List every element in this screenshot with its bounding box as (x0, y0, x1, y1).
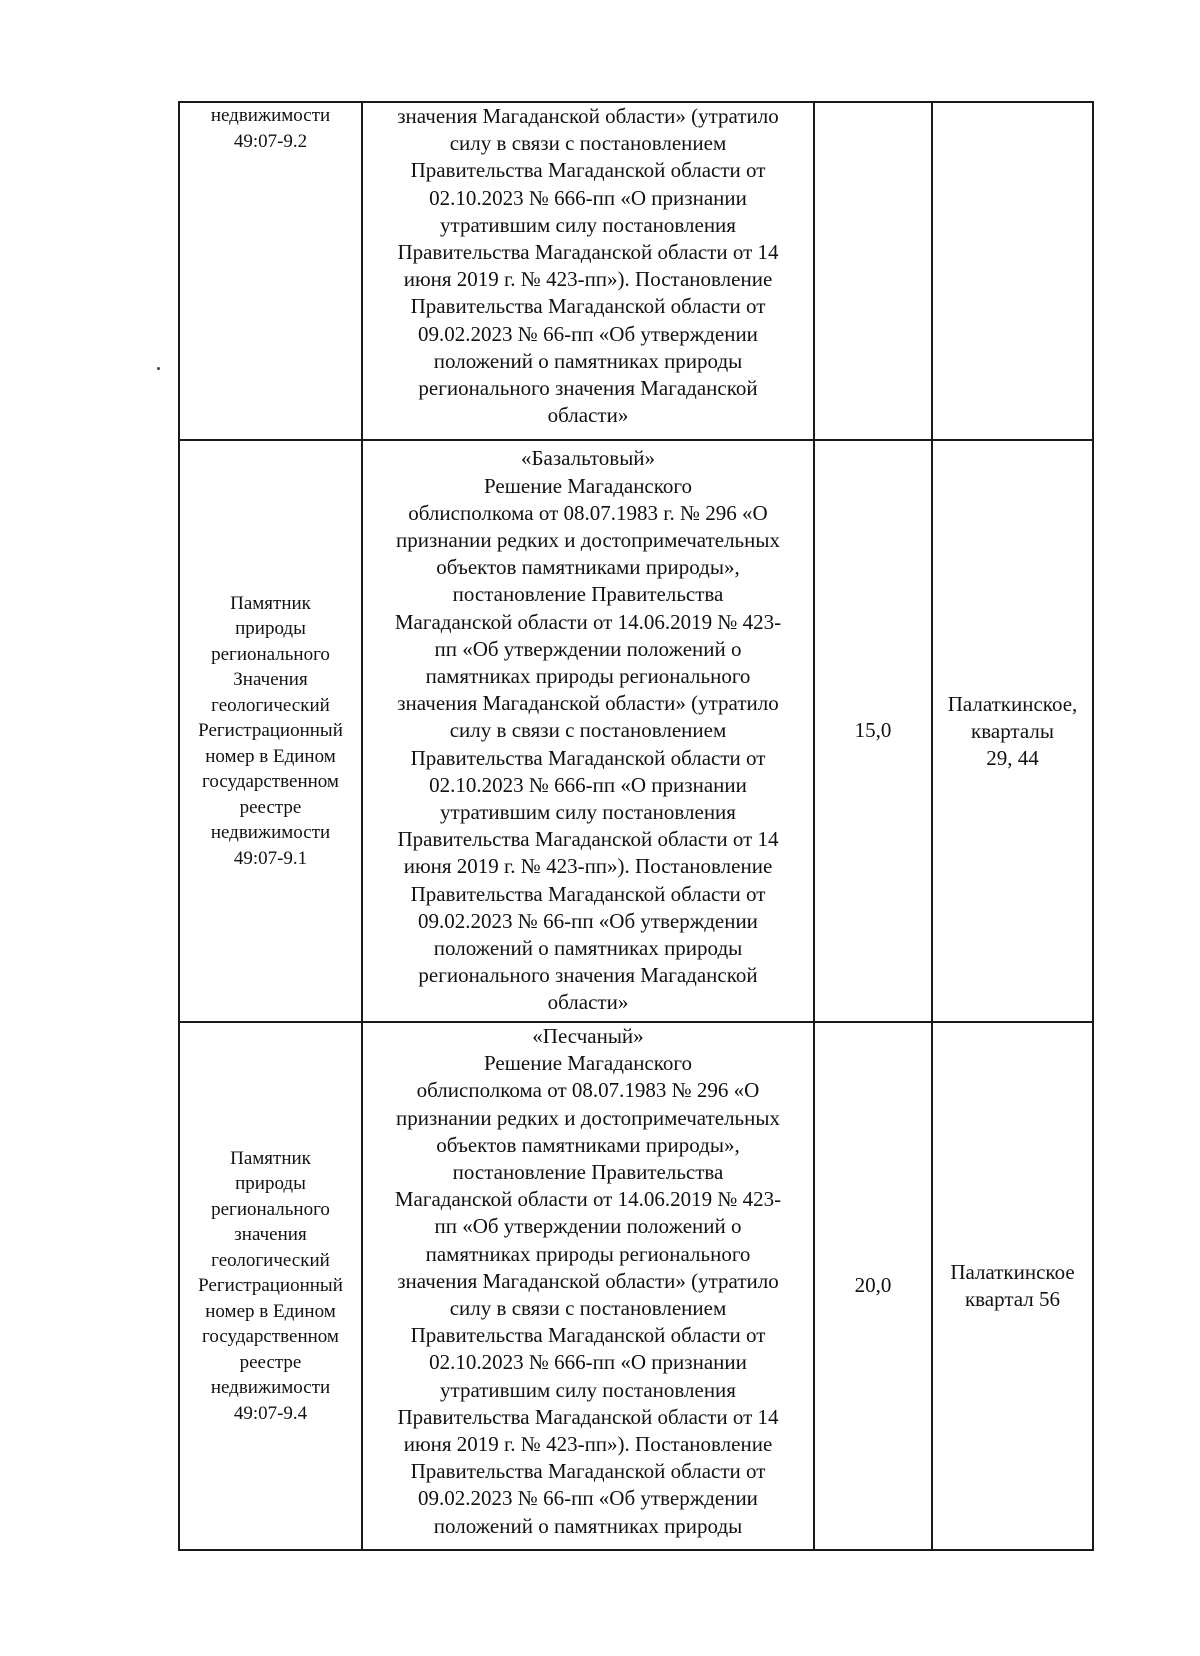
area-cell: 20,0 (814, 1022, 932, 1550)
text-line: силу в связи с постановлением (449, 718, 727, 743)
text-line: признании редких и достопримечательных (396, 527, 780, 552)
text-line: 29, 44 (986, 745, 1039, 770)
text-line: Правительства Магаданской области от 14 (397, 827, 779, 852)
text-line: Решение Магаданского (484, 1051, 692, 1076)
nature-monuments-table (178, 101, 1094, 1551)
text-line: июня 2019 г. № 423-пп»). Постановление (403, 1432, 773, 1457)
text-line: номер в Едином (205, 1300, 336, 1322)
text-line: облисполкома от 08.07.1983 № 296 «О (416, 1078, 760, 1103)
text-line: июня 2019 г. № 423-пп»). Постановление (403, 854, 773, 879)
text-line: Правительства Магаданской области от (410, 1323, 766, 1348)
text-line: номер в Едином (205, 745, 336, 767)
monument-name-cell (179, 1022, 362, 1550)
text-line: постановление Правительства (452, 582, 724, 607)
text-line: признании редких и достопримечательных (396, 1105, 780, 1130)
text-line: пп «Об утверждении положений о (434, 1214, 742, 1239)
text-line: природы (235, 618, 306, 640)
text-line: Памятник (230, 592, 311, 614)
text-line: регионального значения Магаданской (418, 963, 758, 988)
text-line: Правительства Магаданской области от (410, 881, 766, 906)
table-row (179, 102, 1093, 440)
legal-basis-cell (362, 1022, 814, 1550)
text-line: «Базальтовый» (520, 446, 656, 471)
scan-speck (157, 367, 160, 370)
legal-basis-cell (362, 102, 814, 440)
text-line: недвижимости (210, 1377, 331, 1399)
text-line: утратившим силу постановления (440, 800, 736, 824)
text-line: Регистрационный (198, 1275, 343, 1297)
text-line: Правительства Магаданской области от (410, 294, 766, 319)
text-line: положений о памятниках природы (433, 348, 743, 373)
text-line: реестре (239, 796, 302, 818)
text-line: Палаткинское (950, 1260, 1075, 1284)
text-line: регионального (211, 1198, 330, 1220)
text-line: недвижимости (210, 822, 331, 844)
text-line: государственном (202, 771, 339, 793)
text-line: силу в связи с постановлением (449, 131, 727, 156)
text-line: Правительства Магаданской области от (410, 1459, 766, 1484)
text-line: положений о памятниках природы (433, 936, 743, 961)
text-line: 09.02.2023 № 66-пп «Об утверждении (418, 908, 758, 933)
text-line: 09.02.2023 № 66-пп «Об утверждении (418, 1486, 758, 1511)
text-line: 49:07-9.4 (233, 1402, 308, 1424)
table-row (179, 1022, 1093, 1550)
text-line: кварталы (971, 718, 1054, 743)
text-line: июня 2019 г. № 423-пп»). Постановление (403, 267, 773, 292)
text-line: регионального (211, 643, 330, 665)
area-cell (814, 102, 932, 440)
text-line: геологический (211, 1249, 330, 1271)
text-line: 49:07-9.1 (233, 847, 308, 869)
text-line: 02.10.2023 № 666-пп «О признании (429, 185, 747, 210)
text-line: Магаданской области от 14.06.2019 № 423- (394, 609, 782, 634)
monument-name-cell (179, 102, 362, 440)
text-line: значения (234, 1224, 307, 1246)
table-row (179, 440, 1093, 1022)
text-line: 02.10.2023 № 666-пп «О признании (429, 1350, 747, 1375)
text-line: реестре (239, 1351, 302, 1373)
text-line: 02.10.2023 № 666-пп «О признании (429, 772, 747, 797)
text-line: значения Магаданской области» (утратило (397, 104, 779, 128)
text-line: утратившим силу постановления (440, 1377, 736, 1402)
area-cell: 15,0 (814, 440, 932, 1022)
legal-basis-cell (362, 440, 814, 1022)
text-line: «Песчаный» (532, 1024, 644, 1048)
text-line: постановление Правительства (452, 1160, 724, 1185)
text-line: утратившим силу постановления (440, 212, 736, 237)
text-line: объектов памятниками природы», (436, 555, 740, 580)
text-line: Правительства Магаданской области от 14 (397, 240, 779, 265)
location-cell (932, 102, 1093, 440)
text-line: Магаданской области от 14.06.2019 № 423- (394, 1187, 782, 1212)
text-line: Правительства Магаданской области от (410, 158, 766, 183)
text-line: облисполкома от 08.07.1983 г. № 296 «О (408, 500, 768, 525)
text-line: Палаткинское, (947, 691, 1078, 716)
text-line: объектов памятниками природы», (436, 1132, 740, 1157)
text-line: Регистрационный (198, 720, 343, 742)
text-line: 49:07-9.2 (233, 130, 308, 152)
text-line: положений о памятниках природы (433, 1513, 743, 1538)
text-line: значения Магаданской области» (утратило (397, 1268, 779, 1293)
text-line: пп «Об утверждении положений о (434, 636, 742, 661)
location-cell (932, 440, 1093, 1022)
text-line: памятниках природы регионального (425, 663, 751, 688)
text-line: регионального значения Магаданской (418, 376, 758, 401)
text-line: Значения (233, 669, 308, 691)
text-line: Решение Магаданского (484, 473, 692, 498)
text-line: Правительства Магаданской области от 14 (397, 1404, 779, 1429)
text-line: Правительства Магаданской области от (410, 745, 766, 770)
monument-name-cell (179, 440, 362, 1022)
location-cell (932, 1022, 1093, 1550)
text-line: недвижимости (210, 105, 331, 126)
text-line: геологический (211, 694, 330, 716)
text-line: области» (547, 990, 629, 1015)
text-line: памятниках природы регионального (425, 1241, 751, 1266)
text-line: Памятник (230, 1147, 311, 1169)
text-line: области» (547, 403, 629, 428)
text-line: природы (235, 1173, 306, 1195)
text-line: 09.02.2023 № 66-пп «Об утверждении (418, 321, 758, 346)
text-line: государственном (202, 1326, 339, 1348)
text-line: силу в связи с постановлением (449, 1296, 727, 1321)
text-line: квартал 56 (964, 1287, 1061, 1311)
text-line: значения Магаданской области» (утратило (397, 691, 779, 716)
